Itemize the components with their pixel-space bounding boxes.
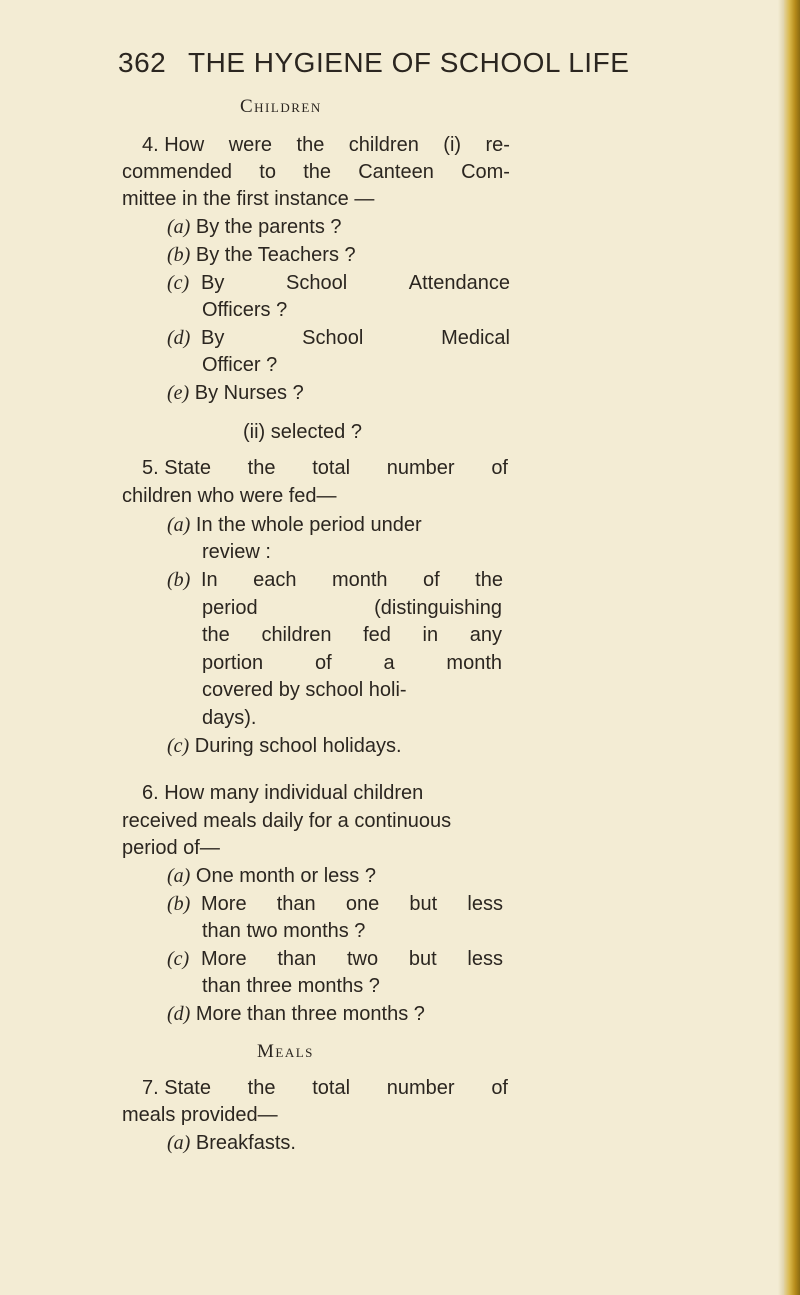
q4-item-e — [167, 380, 304, 406]
item-label: (c) — [167, 272, 190, 294]
q5-item-b-line-5: covered by school holi- — [202, 679, 407, 701]
q6-line-3: period of— — [122, 837, 220, 859]
q4-line-2: commended to the Canteen Com- — [122, 161, 510, 183]
item-label: (b) — [167, 569, 191, 591]
q4-line-1: 4. How were the children (i) re- — [142, 134, 510, 156]
q5-item-b-line-6: days). — [202, 707, 257, 729]
q4-selected: (ii) selected ? — [243, 421, 362, 443]
q6-item-b-cont: than two months ? — [202, 920, 366, 942]
running-title: THE HYGIENE OF SCHOOL LIFE — [188, 47, 630, 78]
q6-line-1: 6. How many individual children — [142, 782, 424, 804]
page-body: Children 4. How were the children (i) re- commended to the Canteen Com- mittee in the first instance — (a) By the parents ? (b) By the Teachers ? (c) By School Attendance Officers ? (d) By School Medical Officer ? (e) By Nurses ? (ii) selected ? 5. State the total number of children who were fed— (a) In the whole period under review : (b) In each month of the period (distinguishing the children fed in any portion of a month covered by school holi- days). (c) During school holidays. 6. How many individual children received meals daily for a continuous period of— (a) One month or less ? (b) More than one but less than two months ? (c) More than two but less than three months ? (d) More than three months ? Meals 7. State the total number of meals provided— (a) Breakfasts. — [122, 96, 510, 1154]
item-label: (a) — [167, 514, 191, 536]
item-label: (e) — [167, 382, 190, 404]
item-label: (b) — [167, 893, 191, 915]
item-label: (a) — [167, 216, 191, 238]
item-text: By Nurses ? — [194, 382, 304, 404]
q7-line-1: 7. State the total number of — [142, 1077, 508, 1099]
item-text: Breakfasts. — [195, 1132, 296, 1154]
q6-line-2: received meals daily for a continuous — [122, 810, 452, 832]
q4-item-b — [167, 242, 356, 268]
item-label: (c) — [167, 735, 190, 757]
q4-item-a — [167, 214, 342, 240]
q5-line-1: 5. State the total number of — [142, 457, 508, 479]
item-label: (a) — [167, 865, 191, 887]
item-text: During school holidays. — [194, 735, 402, 757]
item-text: One month or less ? — [195, 865, 376, 887]
item-label: (d) — [167, 1003, 191, 1025]
q5-item-a-cont: review : — [202, 541, 271, 563]
q7-line-2: meals provided— — [122, 1104, 278, 1126]
q4-item-c-cont: Officers ? — [202, 299, 288, 321]
q4-item-d-cont: Officer ? — [202, 354, 278, 376]
q5-line-2: children who were fed— — [122, 485, 337, 507]
item-text: By the parents ? — [195, 216, 342, 238]
page-number: 362 — [118, 47, 167, 78]
q6-item-a — [167, 863, 376, 889]
q5-item-a — [167, 512, 422, 538]
item-label: (b) — [167, 244, 191, 266]
q5-item-b-line-4: portion of a month — [202, 652, 502, 674]
q4-line-3: mittee in the first instance — — [122, 188, 375, 210]
section-heading-children: Children — [240, 96, 322, 117]
item-text: In the whole period under — [195, 514, 422, 536]
item-text: More than three months ? — [195, 1003, 425, 1025]
item-label: (c) — [167, 948, 190, 970]
item-label: (a) — [167, 1132, 191, 1154]
item-label: (d) — [167, 327, 191, 349]
section-heading-meals: Meals — [257, 1041, 314, 1062]
q5-item-c — [167, 733, 402, 759]
item-text: By the Teachers ? — [195, 244, 356, 266]
q7-item-a — [167, 1130, 296, 1156]
q6-item-c-cont: than three months ? — [202, 975, 380, 997]
q5-item-b-line-3: the children fed in any — [202, 624, 502, 646]
q6-item-d — [167, 1001, 425, 1027]
q5-item-b-line-2: period (distinguishing — [202, 597, 502, 619]
